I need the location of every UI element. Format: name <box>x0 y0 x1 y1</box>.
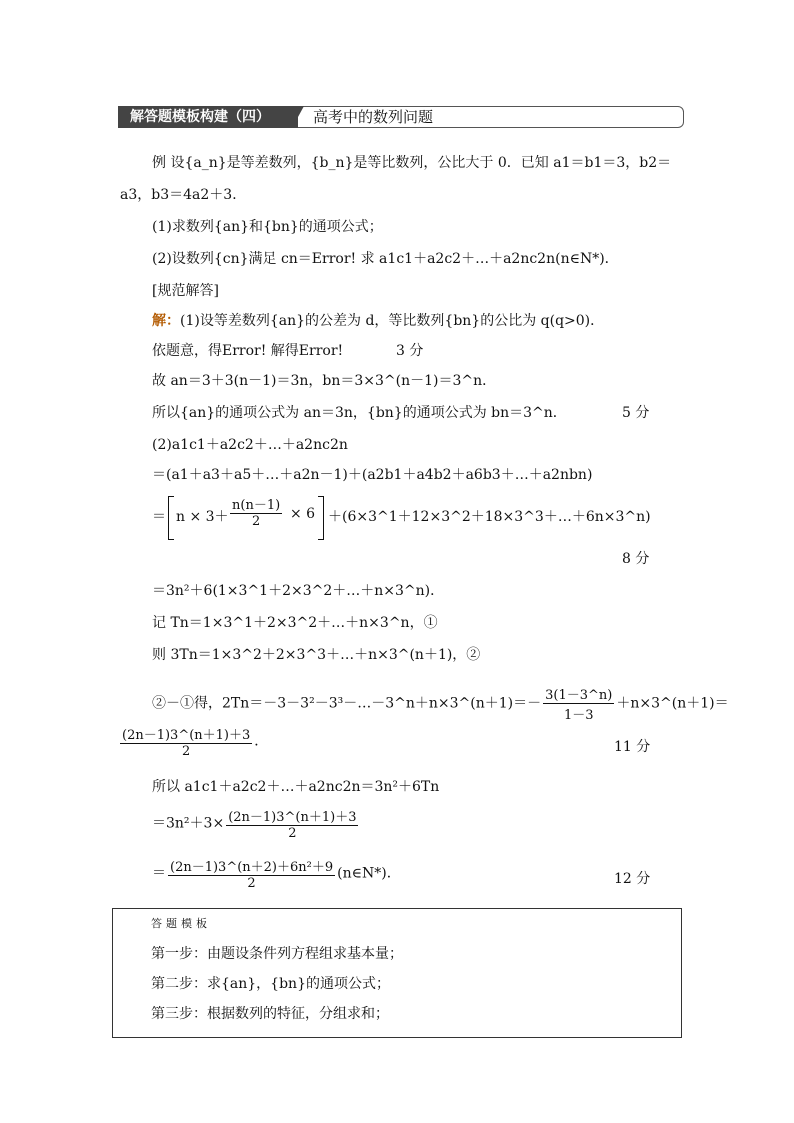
solution-line-7-b: × 6 <box>290 506 316 522</box>
solution-line-5: (2)a1c1＋a2c2＋…＋a2nc2n <box>152 437 348 453</box>
problem-line-1: 例 设{a_n}是等差数列，{b_n}是等比数列，公比大于 0．已知 a1＝b1＝3，b2＝ <box>152 155 672 171</box>
solution-line-6: ＝(a1＋a3＋a5＋…＋a2n－1)＋(a2b1＋a4b2＋a6b3＋…＋a2nbn) <box>152 467 593 483</box>
fraction-denominator: 2 <box>182 744 191 759</box>
solution-line-11-a: ②－①得，2Tn＝－3－3²－3³－…－3^n＋n×3^(n＋1)＝－ <box>152 695 542 712</box>
solution-line-15 <box>152 856 401 891</box>
template-title: 答题模板 <box>151 917 211 930</box>
solution-line-10: 则 3Tn＝1×3^2＋2×3^3＋…＋n×3^(n＋1)，② <box>152 647 481 663</box>
score-12: 12 分 <box>614 871 651 887</box>
fraction-numerator: (2n－1)3^(n＋2)＋6n²＋9 <box>168 856 335 876</box>
score-5: 5 分 <box>622 405 650 421</box>
problem-line-2: a3，b3＝4a2＋3． <box>120 187 247 203</box>
solution-line-12-tail: ． <box>254 733 269 750</box>
solution-line-14 <box>152 806 360 841</box>
fraction-denominator: 1－3 <box>563 708 594 723</box>
solution-line-9: 记 Tn＝1×3^1＋2×3^2＋…＋n×3^n，① <box>152 615 438 631</box>
score-3: 3 分 <box>396 343 424 359</box>
fraction-numerator: 3(1－3^n) <box>543 684 614 704</box>
fraction-denominator: 2 <box>251 514 261 529</box>
solution-line-11 <box>152 684 729 723</box>
problem-part-1: (1)求数列{an}和{bn}的通项公式； <box>152 219 383 235</box>
problem-part-2: (2)设数列{cn}满足 cn＝Error! 求 a1c1＋a2c2＋…＋a2nc2n(n∈N*)． <box>152 251 619 267</box>
score-8: 8 分 <box>622 551 650 567</box>
left-bracket <box>168 496 174 540</box>
banner-subtitle: 高考中的数列问题 <box>313 108 434 126</box>
fraction-numerator: n(n－1) <box>230 494 282 514</box>
solution-line-4: 所以{an}的通项公式为 an＝3n，{bn}的通项公式为 bn＝3^n． <box>152 405 567 421</box>
fraction-denominator: 2 <box>288 826 297 841</box>
fraction <box>226 806 358 841</box>
fraction <box>120 724 252 759</box>
solution-line-15-b: (n∈N*)． <box>337 865 401 882</box>
banner-slash <box>292 106 304 128</box>
right-bracket <box>318 496 324 540</box>
solution-line-13: 所以 a1c1＋a2c2＋…＋a2nc2n＝3n²＋6Tn <box>152 779 440 795</box>
solution-line-7-frac <box>228 494 284 529</box>
solution-line-14-a: ＝3n²＋3× <box>152 815 225 832</box>
solution-line-12 <box>118 724 268 759</box>
solution-line-2: 依题意，得Error! 解得Error! <box>152 343 344 359</box>
solution-line-15-a: ＝ <box>152 865 166 882</box>
solution-line-11-b: ＋n×3^(n＋1)＝ <box>616 695 729 712</box>
solution-label: 解： <box>152 313 180 329</box>
solution-line-1-text: (1)设等差数列{an}的公差为 d，等比数列{bn}的公比为 q(q>0)． <box>180 313 605 329</box>
fraction-numerator: (2n－1)3^(n＋1)＋3 <box>226 806 358 826</box>
fraction <box>168 856 335 891</box>
solution-line-1 <box>152 310 604 330</box>
banner-tag: 解答题模板构建（四） <box>118 106 298 128</box>
solution-line-3: 故 an＝3＋3(n－1)＝3n，bn＝3×3^(n－1)＝3^n． <box>152 373 497 389</box>
solution-heading: [规范解答] <box>152 283 219 299</box>
answer-template-box <box>112 908 682 1038</box>
solution-line-7-eq: ＝ <box>152 509 166 525</box>
fraction <box>230 494 282 529</box>
template-step-3: 第三步：根据数列的特征，分组求和； <box>151 1006 389 1022</box>
template-step-1: 第一步：由题设条件列方程组求基本量； <box>151 946 403 962</box>
solution-line-7-c: ＋(6×3^1＋12×3^2＋18×3^3＋…＋6n×3^n) <box>328 509 651 525</box>
solution-line-8: ＝3n²＋6(1×3^1＋2×3^2＋…＋n×3^n)． <box>152 583 445 599</box>
fraction-denominator: 2 <box>247 876 256 891</box>
fraction-numerator: (2n－1)3^(n＋1)＋3 <box>120 724 252 744</box>
template-step-2: 第二步：求{an}，{bn}的通项公式； <box>151 976 390 992</box>
solution-line-7-a: n × 3＋ <box>176 509 229 525</box>
fraction <box>543 684 614 723</box>
score-11: 11 分 <box>614 739 651 755</box>
section-banner <box>118 106 684 130</box>
